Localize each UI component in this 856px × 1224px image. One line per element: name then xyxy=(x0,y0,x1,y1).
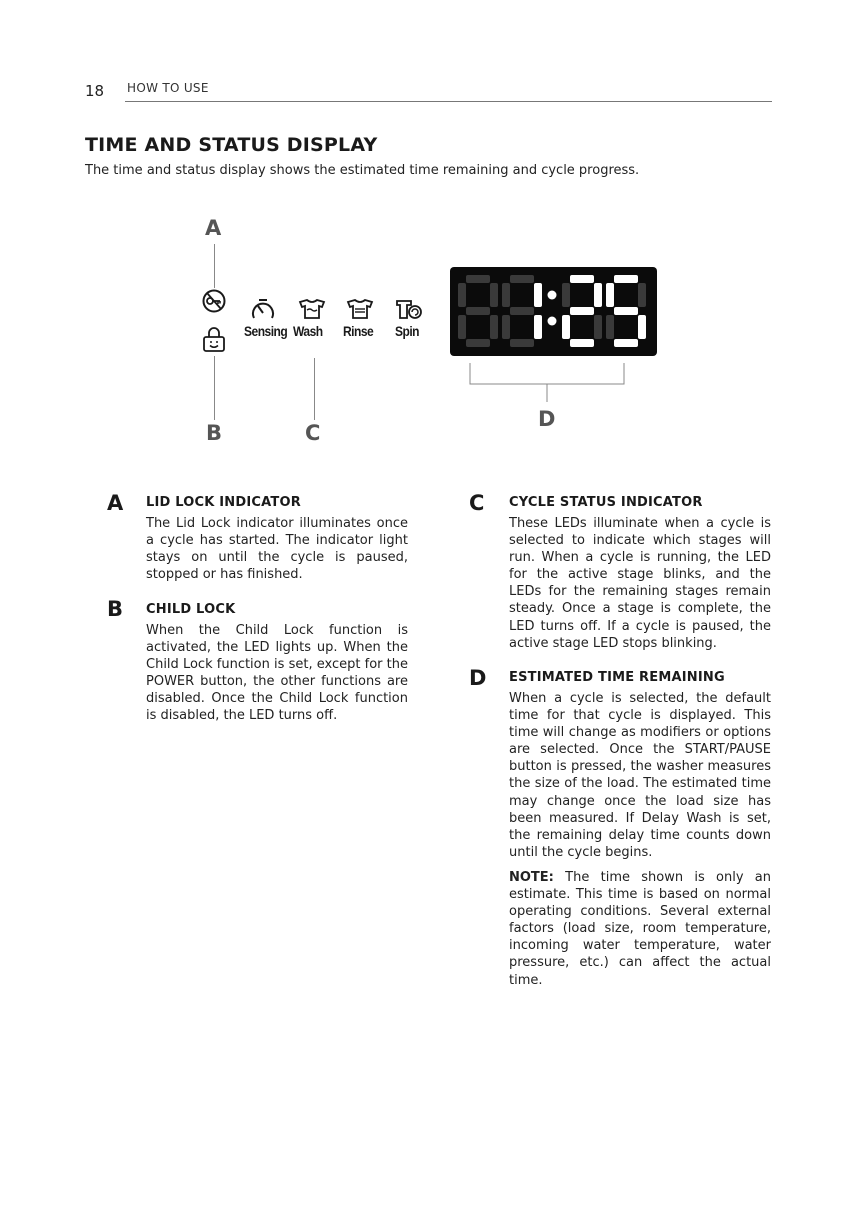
item-body-child-lock: When the Child Lock function is activated, the LED lights up. When the Child Lock function is set, except for the POWER button, the other functions are disabled. Once the Child Lock function is disabled, the LED turns off. xyxy=(146,623,408,724)
digit-3-seg-d xyxy=(614,339,638,347)
stage-label-spin: Spin xyxy=(395,323,420,339)
digit-3-seg-e xyxy=(606,315,614,339)
child-lock-icon xyxy=(202,326,226,354)
leader-line-a xyxy=(214,244,215,288)
digit-2-seg-c xyxy=(594,315,602,339)
item-heading-child-lock: CHILD LOCK xyxy=(146,602,236,617)
digit-0-seg-d xyxy=(466,339,490,347)
item-body-cycle-status: These LEDs illuminate when a cycle is selected to indicate which stages will run. When a cycle is running, the LED for the active stage blinks, and the LEDs for the remaining stages remain steady. Once a stage is complete, the LED turns off. If a cycle is paused, the active stage LED stops blinking. xyxy=(509,516,771,651)
leader-line-c xyxy=(314,358,315,420)
digit-1-seg-g xyxy=(510,307,534,315)
time-display xyxy=(450,267,657,356)
header-rule xyxy=(125,101,772,102)
sensing-icon xyxy=(250,298,276,322)
stage-label-wash: Wash xyxy=(293,323,323,339)
digit-1-seg-f xyxy=(502,283,510,307)
intro-text: The time and status display shows the estimated time remaining and cycle progress. xyxy=(85,163,640,178)
spin-icon xyxy=(395,298,423,322)
item-body-time-remaining: When a cycle is selected, the default time for that cycle is displayed. This time will change as modifiers or options are selected. Once the START/PAUSE button is pressed, the washer measures the size of the load. The estimated time may change once the load size has been measured. If Delay Wash is set, the remaining delay time counts down until the cycle begins. xyxy=(509,691,771,860)
item-letter-c: C xyxy=(469,491,485,515)
callout-b: B xyxy=(206,421,223,445)
display-diagram xyxy=(0,0,856,470)
digit-0-seg-f xyxy=(458,283,466,307)
note-text: The time shown is only an estimate. This time is based on normal operating conditions. Several external factors (load size, room temperature, incoming water temperature, water pressure, etc.) can affect the actual time. xyxy=(509,870,771,988)
item-letter-a: A xyxy=(107,491,124,515)
colon-dot-0 xyxy=(548,291,557,300)
stage-label-rinse: Rinse xyxy=(343,323,374,339)
leader-line-b xyxy=(214,356,215,420)
digit-3-seg-a xyxy=(614,275,638,283)
page-number: 18 xyxy=(85,82,105,100)
digit-0-seg-b xyxy=(490,283,498,307)
rinse-icon xyxy=(346,298,374,322)
digit-1-seg-e xyxy=(502,315,510,339)
digit-2-seg-b xyxy=(594,283,602,307)
lid-lock-icon xyxy=(201,288,227,314)
digit-1-seg-a xyxy=(510,275,534,283)
bracket-d xyxy=(468,362,628,402)
callout-a: A xyxy=(205,216,222,240)
wash-icon xyxy=(298,298,326,322)
stage-label-sensing: Sensing xyxy=(244,323,288,339)
digit-3-seg-c xyxy=(638,315,646,339)
callout-c: C xyxy=(305,421,321,445)
digit-0-seg-e xyxy=(458,315,466,339)
digit-2-seg-a xyxy=(570,275,594,283)
digit-2-seg-d xyxy=(570,339,594,347)
digit-2-seg-e xyxy=(562,315,570,339)
digit-2-seg-f xyxy=(562,283,570,307)
note-label: NOTE: xyxy=(509,870,554,885)
item-heading-time-remaining: ESTIMATED TIME REMAINING xyxy=(509,670,725,685)
item-note xyxy=(509,869,771,989)
section-label: HOW TO USE xyxy=(127,81,209,95)
seven-segment-digits xyxy=(450,267,657,356)
item-body-lid-lock: The Lid Lock indicator illuminates once a cycle has started. The indicator light stays on until the cycle is paused, stopped or has finished. xyxy=(146,516,408,583)
digit-1-seg-c xyxy=(534,315,542,339)
page-title: TIME AND STATUS DISPLAY xyxy=(85,134,378,156)
digit-3-seg-f xyxy=(606,283,614,307)
digit-3-seg-b xyxy=(638,283,646,307)
colon-dot-1 xyxy=(548,317,557,326)
digit-1-seg-b xyxy=(534,283,542,307)
digit-0-seg-g xyxy=(466,307,490,315)
item-letter-d: D xyxy=(469,666,487,690)
item-heading-lid-lock: LID LOCK INDICATOR xyxy=(146,495,301,510)
callout-d: D xyxy=(538,407,556,431)
item-letter-b: B xyxy=(107,597,124,621)
digit-0-seg-c xyxy=(490,315,498,339)
digit-0-seg-a xyxy=(466,275,490,283)
item-heading-cycle-status: CYCLE STATUS INDICATOR xyxy=(509,495,703,510)
digit-2-seg-g xyxy=(570,307,594,315)
digit-1-seg-d xyxy=(510,339,534,347)
digit-3-seg-g xyxy=(614,307,638,315)
